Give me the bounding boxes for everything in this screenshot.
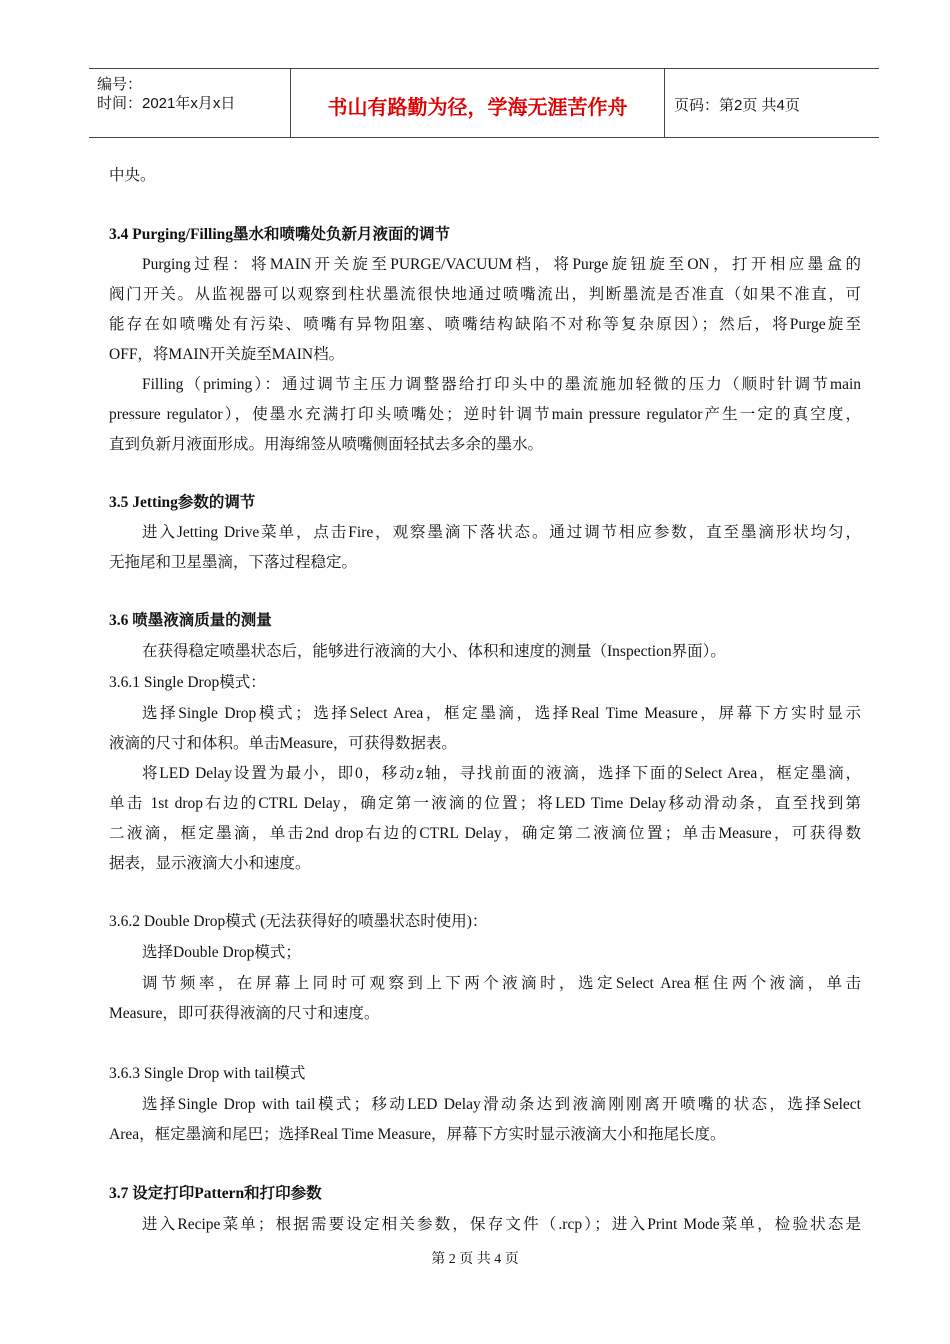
document-time-label: 时间：2021年x月x日 [97,95,236,112]
header-page-cell [664,69,879,137]
page-footer: 第 2 页 共 4 页 [431,1252,519,1267]
paragraph-line: 进入Jetting Drive菜单，点击Fire，观察墨滴下落状态。通过调节相应参数，直至墨滴形状均匀， [142,524,861,541]
paragraph-line: 二液滴，框定墨滴，单击2nd drop右边的CTRL Delay，确定第二液滴位置；单击Measure，可获得数 [109,825,861,842]
paragraph-line: 选择Double Drop模式； [142,944,301,961]
paragraph-line: Area，框定墨滴和尾巴；选择Real Time Measure，屏幕下方实时显示液滴大小和拖尾长度。 [109,1126,726,1143]
paragraph-line: 阀门开关。从监视器可以观察到柱状墨流很快地通过喷嘴流出，判断墨流是否准直（如果不准直，可 [109,286,861,303]
header-motto-cell [290,69,665,137]
header-motto: 书山有路勤为径，学海无涯苦作舟 [327,95,628,119]
paragraph-line: 中央。 [109,167,156,184]
header-meta-cell [89,69,290,137]
paragraph-line: 选择Single Drop with tail模式；移动LED Delay滑动条达到液滴刚刚离开喷嘴的状态，选择Select [142,1096,861,1113]
paragraph-line: 选择Single Drop模式；选择Select Area，框定墨滴，选择Real Time Measure，屏幕下方实时显示 [142,705,861,722]
section-heading-3-6: 3.6 喷墨液滴质量的测量 [109,612,272,629]
paragraph-line: Measure，即可获得液滴的尺寸和速度。 [109,1005,380,1022]
paragraph-line: 能存在如喷嘴处有污染、喷嘴有异物阻塞、喷嘴结构缺陷不对称等复杂原因）；然后，将Purge旋至 [109,316,861,333]
paragraph-line: 无拖尾和卫星墨滴，下落过程稳定。 [109,554,358,571]
paragraph-line: 调节频率，在屏幕上同时可观察到上下两个液滴时，选定Select Area框住两个液滴，单击 [142,975,861,992]
page-header [89,68,879,138]
paragraph-line: pressure regulator），使墨水充满打印头喷嘴处；逆时针调节main pressure regulator产生一定的真空度， [109,406,861,423]
header-page-number: 页码：第2页 共4页 [674,97,800,114]
paragraph-line: OFF，将MAIN开关旋至MAIN档。 [109,346,345,363]
paragraph-line: 在获得稳定喷墨状态后，能够进行液滴的大小、体积和速度的测量（Inspection界面）。 [142,643,726,660]
paragraph-line: 将LED Delay设置为最小，即0，移动z轴，寻找前面的液滴，选择下面的Select Area，框定墨滴， [142,765,861,782]
paragraph-line: 液滴的尺寸和体积。单击Measure，可获得数据表。 [109,735,457,752]
subsection-heading-3-6-2: 3.6.2 Double Drop模式 (无法获得好的喷墨状态时使用)： [109,913,488,930]
paragraph-line: Purging过程：将MAIN开关旋至PURGE/VACUUM档，将Purge旋钮旋至ON，打开相应墨盒的 [142,256,861,273]
paragraph-line: Filling（priming）：通过调节主压力调整器给打印头中的墨流施加轻微的压力（顺时针调节main [142,376,861,393]
paragraph-line: 进入Recipe菜单；根据需要设定相关参数，保存文件（.rcp）；进入Print Mode菜单，检验状态是 [142,1216,861,1233]
paragraph-line: 据表，显示液滴大小和速度。 [109,855,311,872]
document-number-label: 编号： [97,76,143,93]
paragraph-line: 直到负新月液面形成。用海绵签从喷嘴侧面轻拭去多余的墨水。 [109,436,544,453]
subsection-heading-3-6-1: 3.6.1 Single Drop模式： [109,674,266,691]
section-heading-3-5: 3.5 Jetting参数的调节 [109,494,256,511]
subsection-heading-3-6-3: 3.6.3 Single Drop with tail模式 [109,1065,306,1082]
section-heading-3-7: 3.7 设定打印Pattern和打印参数 [109,1185,322,1202]
paragraph-line: 单击 1st drop右边的CTRL Delay，确定第一液滴的位置；将LED Time Delay移动滑动条，直至找到第 [109,795,861,812]
section-heading-3-4: 3.4 Purging/Filling墨水和喷嘴处负新月液面的调节 [109,226,451,243]
